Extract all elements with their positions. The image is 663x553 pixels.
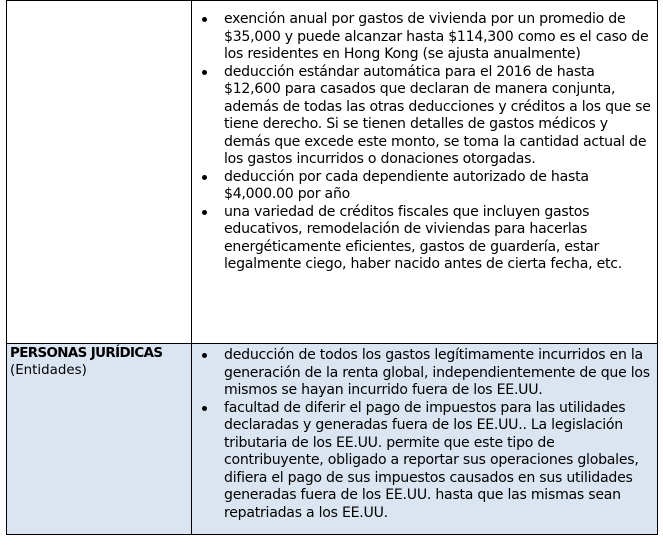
list-item-text: facultad de diferir el pago de impuestos para las utilidades declaradas y generadas fuera de los EE.UU.. La legislación tributaria de los EE.UU. permite que este tipo de contribuyente, obligado a reportar sus operaciones globales, difiera el pago de sus impuestos causados en sus utilidades generadas fuera de los EE.UU. hasta que las mismas sean repatriadas a los EE.UU. — [224, 399, 639, 521]
bullet-dot-icon — [202, 406, 207, 411]
deductions-table — [6, 0, 658, 535]
bullet-dot-icon — [202, 353, 207, 358]
list-item-text: deducción por cada dependiente autorizado de hasta $4,000.00 por año — [224, 168, 589, 202]
category-title: PERSONAS JURÍDICAS — [10, 346, 163, 361]
list-item — [192, 347, 651, 400]
benefits-list — [192, 344, 657, 522]
benefits-cell — [192, 1, 658, 344]
benefits-list — [192, 1, 657, 274]
table-row-personas-fisicas-continued — [7, 1, 658, 344]
table-row-personas-juridicas — [7, 344, 658, 535]
list-item — [192, 204, 651, 274]
list-item-text: deducción estándar automática para el 2016 de hasta $12,600 para casados que declaran de manera conjunta, además de todas las otras deducciones y créditos a los que se tiene derecho. Si se tienen detalles de gastos médicos y demás que excede este monto, se toma la cantidad actual de los gastos incurridos o donaciones otorgadas. — [224, 63, 651, 167]
category-subtitle: (Entidades) — [10, 363, 87, 378]
bullet-dot-icon — [202, 210, 207, 215]
list-item — [192, 11, 651, 64]
list-item-text: exención anual por gastos de vivienda por un promedio de $35,000 y puede alcanzar hasta $114,300 como es el caso de los residentes en Hong Kong (se ajusta anualmente) — [224, 11, 649, 62]
benefits-cell — [192, 344, 658, 535]
list-item — [192, 64, 651, 169]
list-item-text: una variedad de créditos fiscales que incluyen gastos educativos, remodelación de viviendas para hacerlas energéticamente eficientes, gastos de guardería, estar legalmente ciego, haber nacido antes de cierta fecha, etc. — [224, 203, 622, 272]
category-cell-inner — [7, 344, 191, 379]
list-item-text: deducción de todos los gastos legítimamente incurridos en la generación de la renta global, independientemente de que los mismos se hayan incurrido fuera de los EE.UU. — [224, 347, 650, 398]
bullet-dot-icon — [202, 70, 207, 75]
list-item — [192, 400, 651, 523]
list-item — [192, 169, 651, 204]
category-cell — [7, 344, 192, 535]
bullet-dot-icon — [202, 17, 207, 22]
bullet-dot-icon — [202, 175, 207, 180]
category-cell-inner — [7, 1, 191, 2]
category-cell-empty — [7, 1, 192, 344]
